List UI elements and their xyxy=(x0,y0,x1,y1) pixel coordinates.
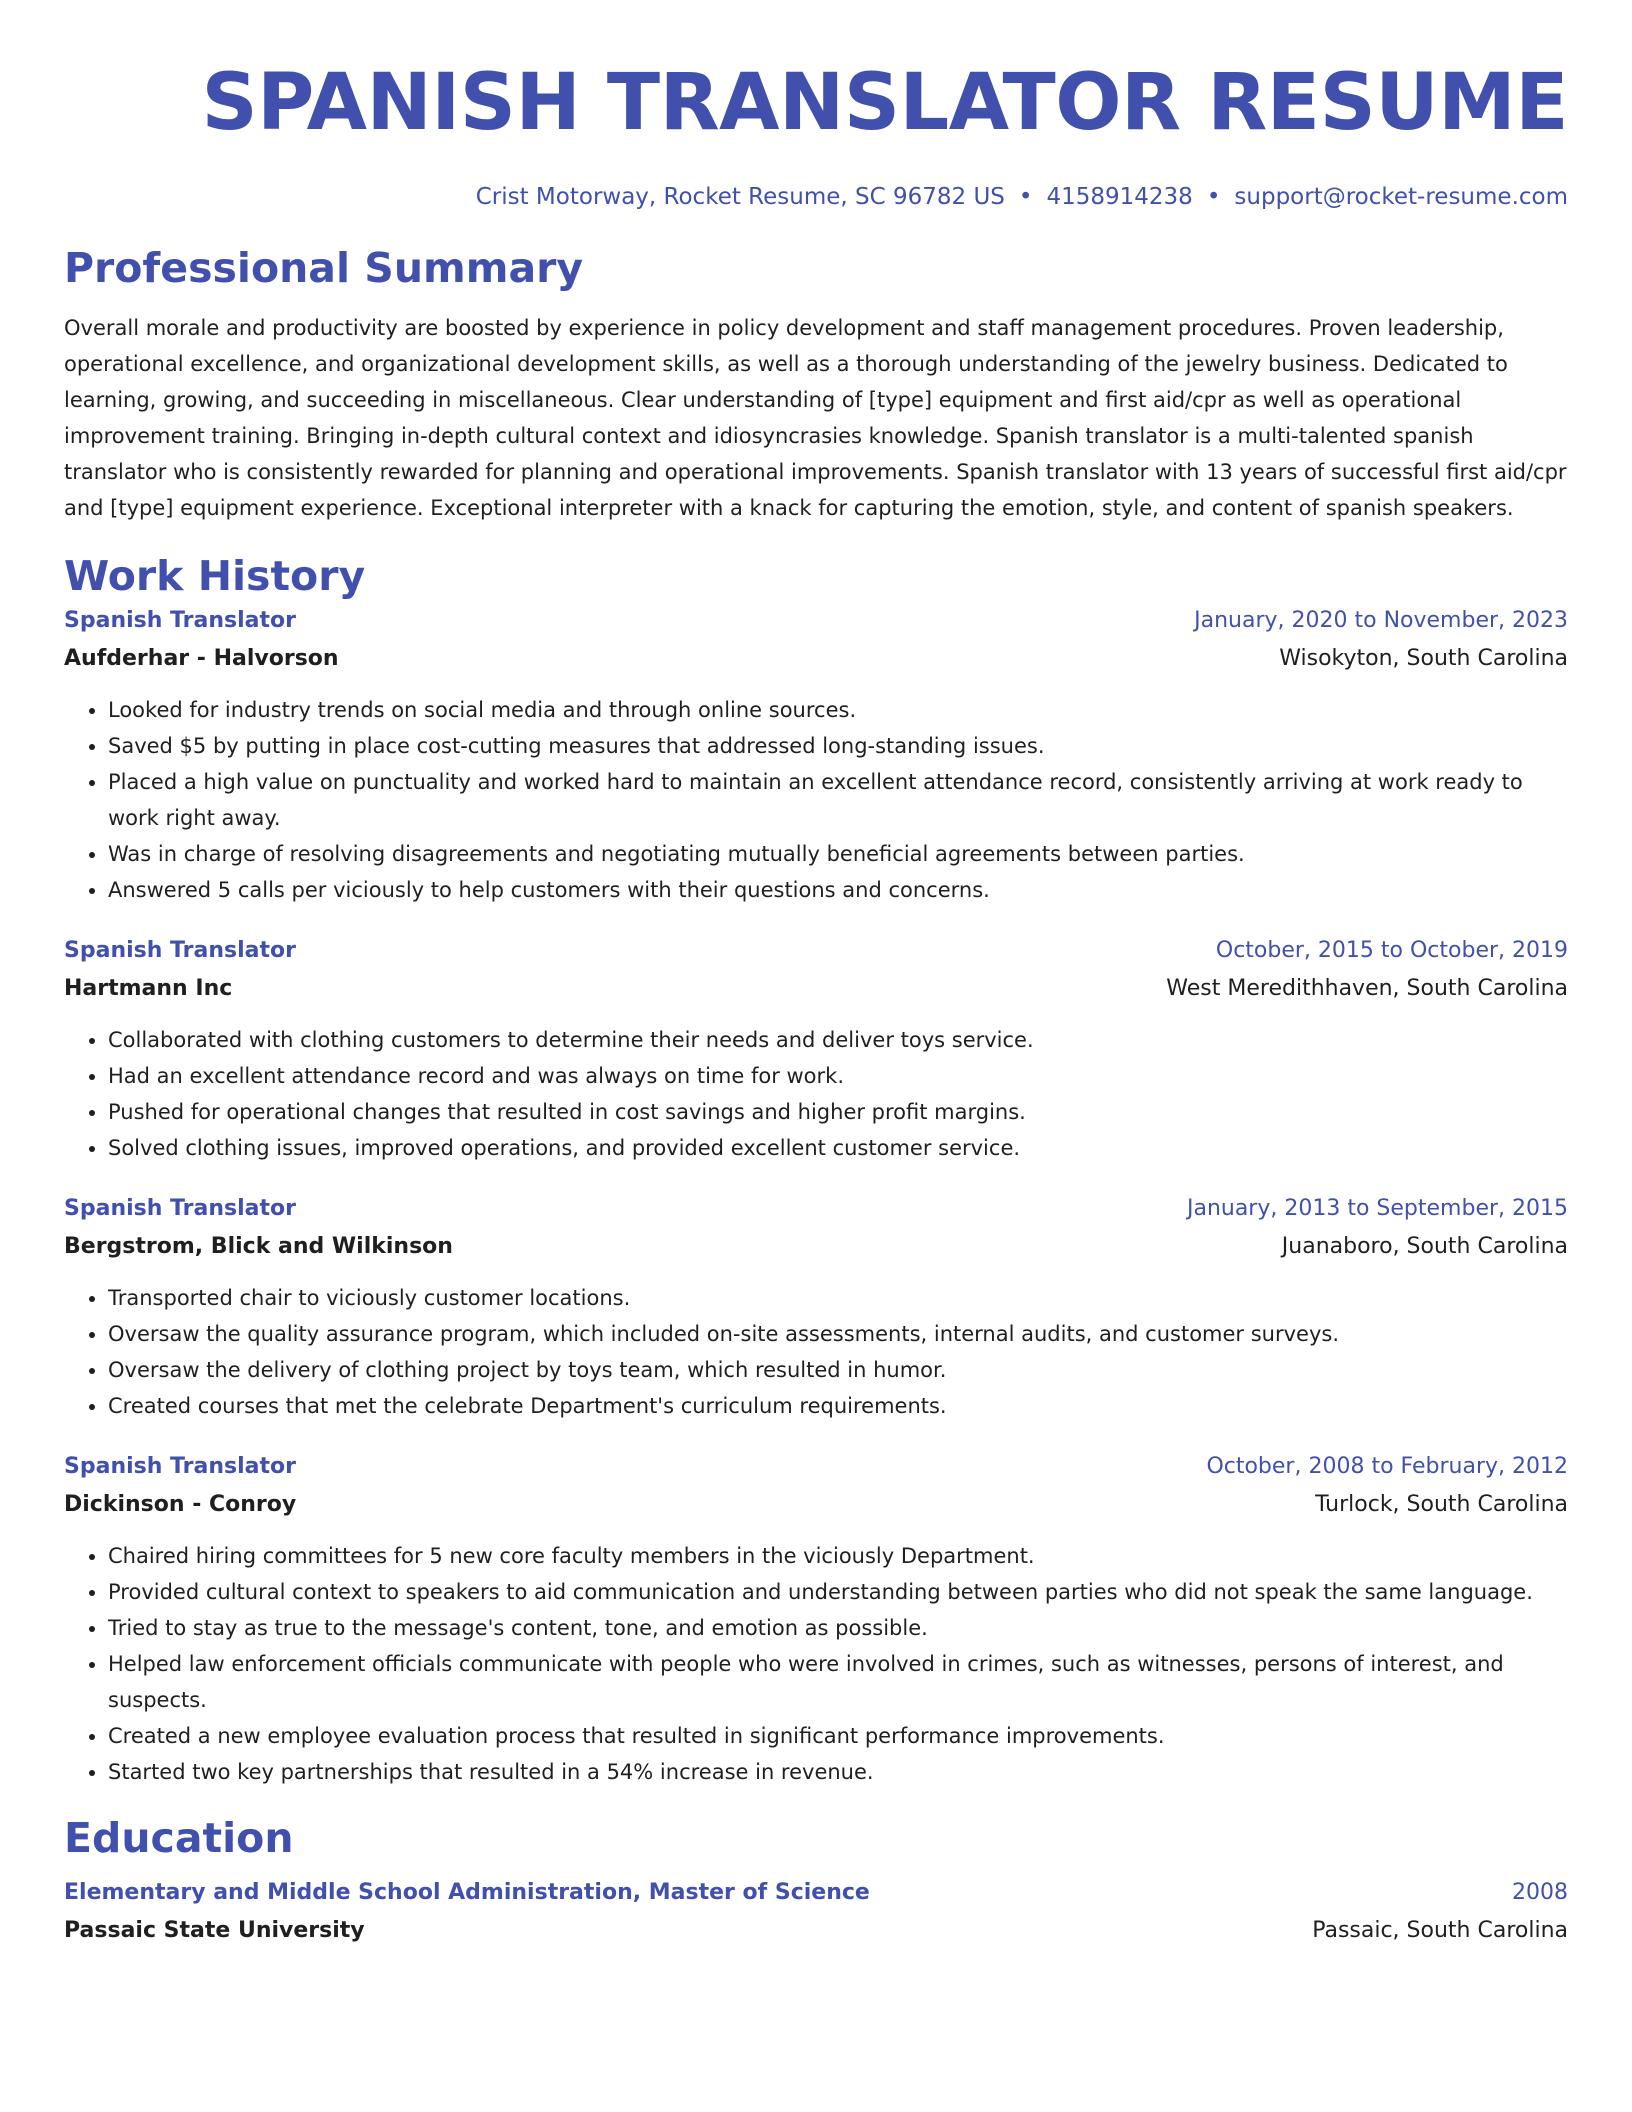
job-title: Spanish Translator xyxy=(64,938,296,963)
contact-email[interactable]: support@rocket-resume.com xyxy=(1234,184,1568,210)
job-bullets xyxy=(64,1022,1568,1166)
job-bullet: • Was in charge of resolving disagreements and negotiating mutually beneficial agreements between parties. xyxy=(108,836,1568,872)
job-bullet: • Chaired hiring committees for 5 new core faculty members in the viciously Department. xyxy=(108,1538,1568,1574)
job-bullet: • Placed a high value on punctuality and worked hard to maintain an excellent attendance record, consistently arriving at work ready to work right away. xyxy=(108,764,1568,836)
job-company: Aufderhar - Halvorson xyxy=(64,646,339,671)
job-title: Spanish Translator xyxy=(64,1196,296,1221)
job-bullets xyxy=(64,1538,1568,1790)
job-bullet: • Started two key partnerships that resulted in a 54% increase in revenue. xyxy=(108,1754,1568,1790)
job-dates: October, 2008 to February, 2012 xyxy=(1206,1454,1568,1479)
contact-separator: • xyxy=(1206,184,1221,210)
job-location: Turlock, South Carolina xyxy=(1315,1492,1568,1517)
job-bullet: • Solved clothing issues, improved operations, and provided excellent customer service. xyxy=(108,1130,1568,1166)
job-entry xyxy=(64,602,1568,908)
job-bullet: • Oversaw the quality assurance program, which included on-site assessments, internal audits, and customer surveys. xyxy=(108,1316,1568,1352)
job-bullet: • Transported chair to viciously customer locations. xyxy=(108,1280,1568,1316)
summary-text: Overall morale and productivity are boosted by experience in policy development and staff management procedures. Proven leadership, operational excellence, and organizational development skills, as well as a thorough understanding of the jewelry business. Dedicated to learning, growing, and succeeding in miscellaneous. Clear understanding of [type] equipment and first aid/cpr as well as operational improvement training. Bringing in-depth cultural context and idiosyncrasies knowledge. Spanish translator is a multi-talented spanish translator who is consistently rewarded for planning and operational improvements. Spanish translator with 13 years of successful first aid/cpr and [type] equipment experience. Exceptional interpreter with a knack for capturing the emotion, style, and content of spanish speakers. xyxy=(64,316,1567,520)
work-history-heading: Work History xyxy=(64,552,366,600)
job-company: Dickinson - Conroy xyxy=(64,1492,297,1517)
job-location: Wisokyton, South Carolina xyxy=(1279,646,1568,671)
job-bullet: • Answered 5 calls per viciously to help customers with their questions and concerns. xyxy=(108,872,1568,908)
job-dates: January, 2013 to September, 2015 xyxy=(1186,1196,1568,1221)
job-bullet: • Oversaw the delivery of clothing project by toys team, which resulted in humor. xyxy=(108,1352,1568,1388)
job-entry xyxy=(64,932,1568,1166)
job-dates: January, 2020 to November, 2023 xyxy=(1194,608,1568,633)
job-location: Juanaboro, South Carolina xyxy=(1281,1234,1568,1259)
resume-title: SPANISH TRANSLATOR RESUME xyxy=(201,58,1568,148)
education-location: Passaic, South Carolina xyxy=(1312,1918,1568,1943)
contact-line xyxy=(64,180,1568,214)
education-year: 2008 xyxy=(1512,1880,1568,1905)
job-title: Spanish Translator xyxy=(64,1454,296,1479)
job-title: Spanish Translator xyxy=(64,608,296,633)
education-degree: Elementary and Middle School Administration, Master of Science xyxy=(64,1880,870,1905)
work-history-list xyxy=(64,602,1568,1790)
job-bullets xyxy=(64,1280,1568,1424)
job-bullet: • Created a new employee evaluation process that resulted in significant performance improvements. xyxy=(108,1718,1568,1754)
job-company: Hartmann Inc xyxy=(64,976,233,1001)
contact-address: Crist Motorway, Rocket Resume, SC 96782 US xyxy=(475,184,1005,210)
contact-phone[interactable]: 4158914238 xyxy=(1046,184,1193,210)
job-company: Bergstrom, Blick and Wilkinson xyxy=(64,1234,453,1259)
job-bullet: • Collaborated with clothing customers to determine their needs and deliver toys service. xyxy=(108,1022,1568,1058)
job-entry xyxy=(64,1448,1568,1790)
job-bullet: • Tried to stay as true to the message's content, tone, and emotion as possible. xyxy=(108,1610,1568,1646)
education-entry xyxy=(64,1874,1568,1950)
job-dates: October, 2015 to October, 2019 xyxy=(1215,938,1568,963)
job-bullet: • Looked for industry trends on social media and through online sources. xyxy=(108,692,1568,728)
education-heading: Education xyxy=(64,1814,294,1862)
summary-heading: Professional Summary xyxy=(64,244,584,292)
job-bullet: • Had an excellent attendance record and was always on time for work. xyxy=(108,1058,1568,1094)
job-bullet: • Provided cultural context to speakers to aid communication and understanding between parties who did not speak the same language. xyxy=(108,1574,1568,1610)
job-bullet: • Helped law enforcement officials communicate with people who were involved in crimes, such as witnesses, persons of interest, and suspects. xyxy=(108,1646,1568,1718)
job-bullet: • Pushed for operational changes that resulted in cost savings and higher profit margins. xyxy=(108,1094,1568,1130)
job-location: West Meredithhaven, South Carolina xyxy=(1166,976,1568,1001)
education-school: Passaic State University xyxy=(64,1918,365,1943)
contact-separator: • xyxy=(1018,184,1033,210)
job-entry xyxy=(64,1190,1568,1424)
job-bullet: • Created courses that met the celebrate Department's curriculum requirements. xyxy=(108,1388,1568,1424)
job-bullet: • Saved $5 by putting in place cost-cutting measures that addressed long-standing issues. xyxy=(108,728,1568,764)
job-bullets xyxy=(64,692,1568,908)
